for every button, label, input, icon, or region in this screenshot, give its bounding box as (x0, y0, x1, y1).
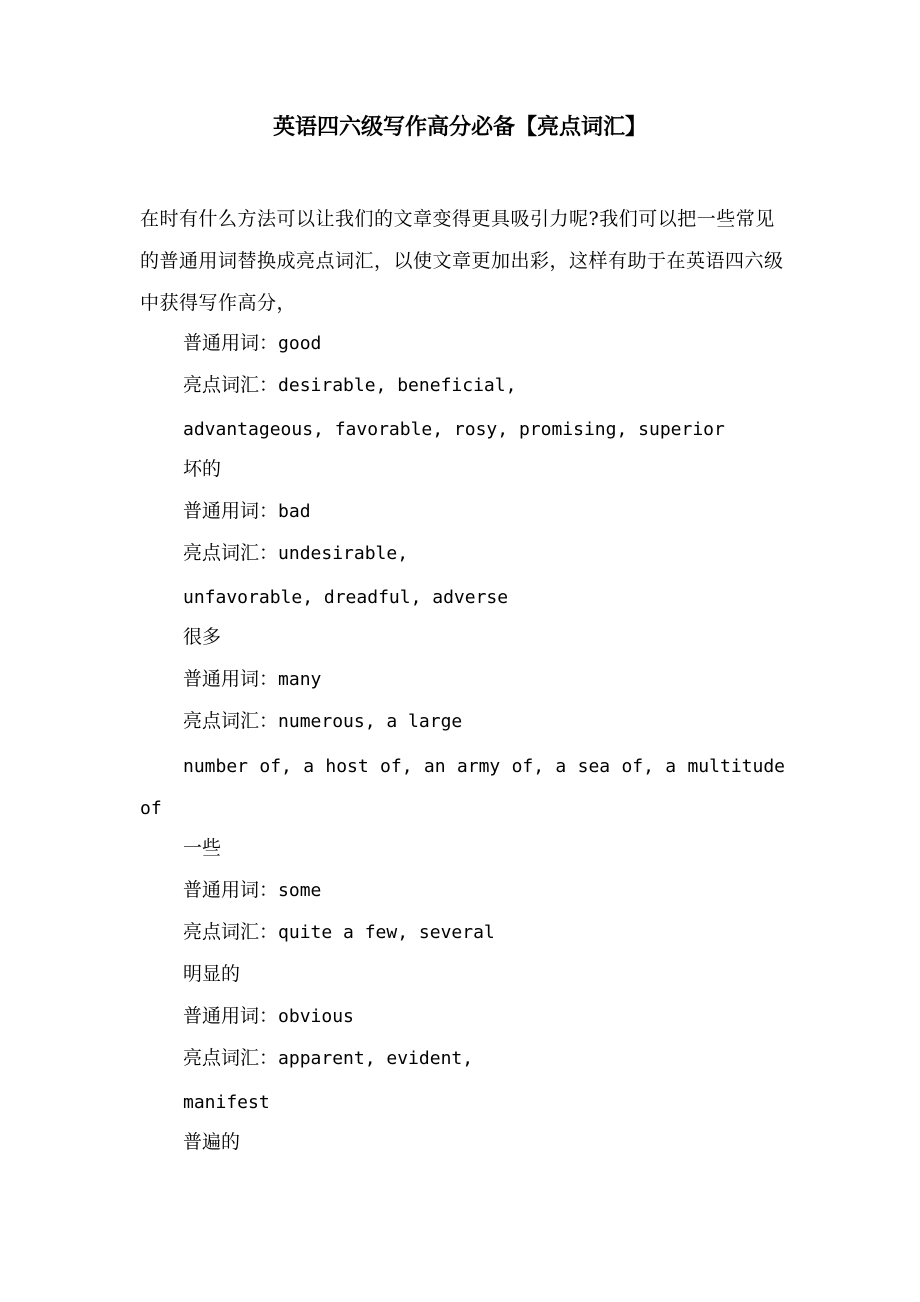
common-label: 普通用词： (183, 879, 279, 901)
intro-paragraph: 在时有什么方法可以让我们的文章变得更具吸引力呢?我们可以把一些常见的普通用词替换成亮点词汇，以使文章更加出彩，这样有助于在英语四六级中获得写作高分， (140, 208, 784, 314)
entry-heading: 一些 (183, 837, 222, 859)
highlight-words: desirable, beneficial, (278, 375, 517, 396)
highlight-words-continued: advantageous, favorable, rosy, promising, superior (183, 419, 725, 440)
highlight-word-line (183, 538, 408, 569)
highlight-word-line (183, 370, 516, 401)
common-word-line (183, 496, 311, 527)
entry-heading: 很多 (183, 626, 222, 648)
common-word: good (278, 333, 322, 354)
highlight-label: 亮点词汇： (183, 1047, 279, 1069)
common-label: 普通用词： (183, 668, 279, 690)
entry-heading: 明显的 (183, 963, 241, 985)
common-label: 普通用词： (183, 332, 279, 354)
highlight-label: 亮点词汇： (183, 542, 279, 564)
common-label: 普通用词： (183, 500, 279, 522)
highlight-word-line (183, 917, 495, 948)
document-title: 英语四六级写作高分必备【亮点词汇】 (272, 115, 647, 140)
entry-heading: 坏的 (183, 458, 222, 480)
highlight-label: 亮点词汇： (183, 374, 279, 396)
highlight-label: 亮点词汇： (183, 921, 279, 943)
entry-heading: 普遍的 (183, 1131, 241, 1153)
highlight-words: apparent, evident, (278, 1048, 474, 1069)
highlight-words-continued: manifest (183, 1092, 270, 1113)
common-label: 普通用词： (183, 1005, 279, 1027)
common-word-line (183, 328, 321, 359)
common-word-line (183, 664, 321, 695)
common-word: many (278, 669, 322, 690)
common-word: some (278, 880, 322, 901)
common-word: obvious (278, 1006, 354, 1027)
highlight-label: 亮点词汇： (183, 710, 279, 732)
common-word: bad (278, 501, 311, 522)
highlight-word-line (183, 1043, 473, 1074)
highlight-words: quite a few, several (278, 922, 495, 943)
common-word-line (183, 875, 321, 906)
highlight-word-line (183, 706, 462, 737)
common-word-line (183, 1001, 354, 1032)
highlight-words: numerous, a large (278, 711, 463, 732)
highlight-words-continued: unfavorable, dreadful, adverse (183, 587, 509, 608)
highlight-words-continued: number of, a host of, an army of, a sea of, a multitude of (140, 756, 785, 819)
highlight-words: undesirable, (278, 543, 409, 564)
